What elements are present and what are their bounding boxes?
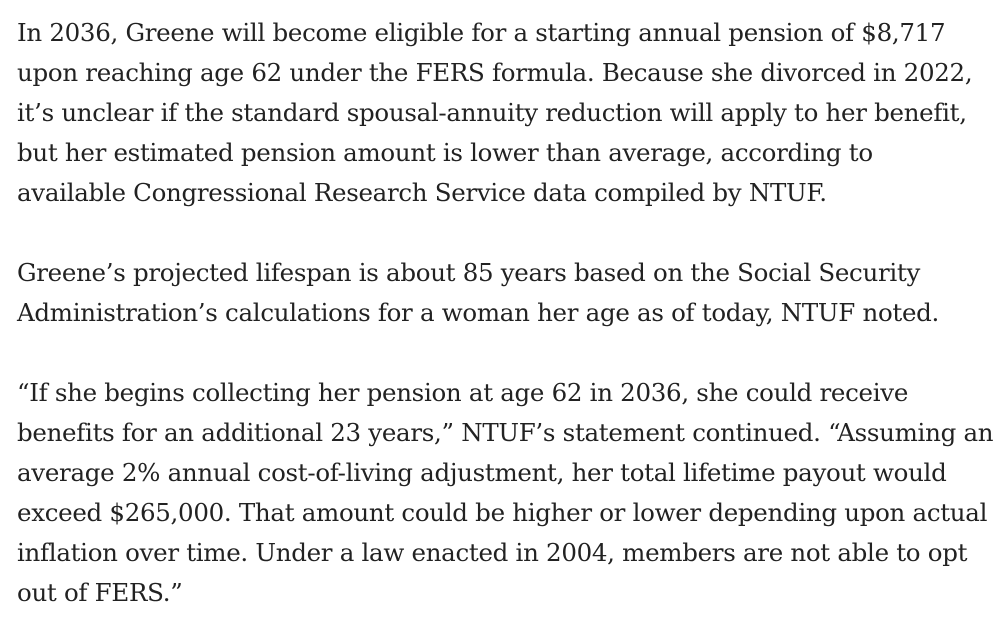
paragraph-ntuf-statement bbox=[17, 373, 994, 613]
text-line: Greene’s projected lifespan is about 85 years based on the Social Security bbox=[17, 258, 920, 287]
text-line: “If she begins collecting her pension at age 62 in 2036, she could receive bbox=[17, 378, 909, 407]
text-line: benefits for an additional 23 years,” NTUF’s statement continued. “Assuming an bbox=[17, 418, 994, 447]
text-line: inflation over time. Under a law enacted in 2004, members are not able to opt bbox=[17, 538, 968, 567]
text-line: average 2% annual cost-of-living adjustment, her total lifetime payout would bbox=[17, 458, 947, 487]
text-line: out of FERS.” bbox=[17, 578, 183, 607]
text-line: it’s unclear if the standard spousal-annuity reduction will apply to her benefit, bbox=[17, 98, 967, 127]
text-line: upon reaching age 62 under the FERS formula. Because she divorced in 2022, bbox=[17, 58, 973, 87]
paragraph-pension-eligibility bbox=[17, 13, 986, 213]
text-line: but her estimated pension amount is lower than average, according to bbox=[17, 138, 873, 167]
text-line: exceed $265,000. That amount could be higher or lower depending upon actual bbox=[17, 498, 988, 527]
text-line: Administration’s calculations for a woman her age as of today, NTUF noted. bbox=[17, 298, 940, 327]
text-line: In 2036, Greene will become eligible for a starting annual pension of $8,717 bbox=[17, 18, 946, 47]
paragraph-projected-lifespan bbox=[17, 253, 986, 333]
text-line: available Congressional Research Service data compiled by NTUF. bbox=[17, 178, 827, 207]
